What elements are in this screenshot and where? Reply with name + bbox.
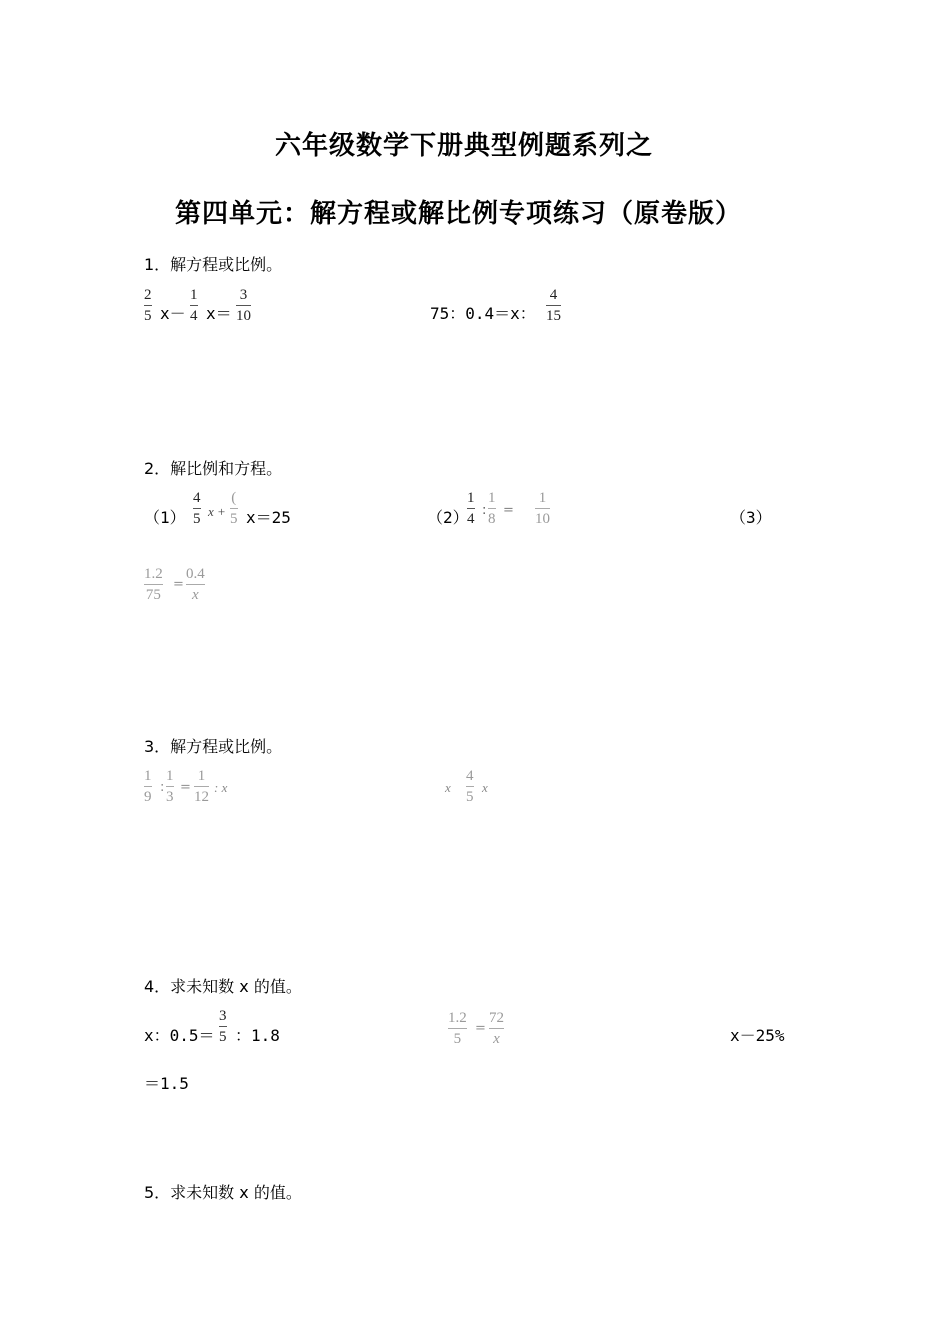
denominator: 3 xyxy=(166,789,174,805)
equals-sign: = xyxy=(173,577,184,592)
denominator: 12 xyxy=(194,789,209,805)
denominator: 5 xyxy=(466,789,474,805)
denominator: 10 xyxy=(236,308,251,324)
denominator: x xyxy=(192,587,199,603)
fraction xyxy=(230,489,238,528)
numerator: 1 xyxy=(467,490,475,506)
fraction xyxy=(190,286,198,325)
equation-text: 75：0.4＝x： xyxy=(430,304,536,323)
numerator: 1 xyxy=(538,490,547,506)
part-label: （3） xyxy=(730,508,772,527)
ratio-sign: : xyxy=(160,780,165,795)
equation-text: : x xyxy=(214,780,228,795)
numerator: 72 xyxy=(489,1010,504,1026)
denominator: 5 xyxy=(453,1031,462,1047)
numerator: 2 xyxy=(144,287,152,303)
equals-sign: = xyxy=(503,503,514,518)
denominator: 4 xyxy=(467,511,475,527)
denominator: 5 xyxy=(144,308,152,324)
equation-text: x－ xyxy=(160,304,186,323)
denominator: 5 xyxy=(230,511,238,527)
q2-heading: 2．解比例和方程。 xyxy=(144,459,283,478)
denominator: 5 xyxy=(219,1029,227,1045)
equation-text: x＝25 xyxy=(246,508,291,527)
numerator: 1 xyxy=(144,768,152,784)
fraction xyxy=(535,489,550,528)
q1-heading: 1．解方程或比例。 xyxy=(144,255,283,274)
part-label: （1） xyxy=(144,508,186,527)
numerator: 3 xyxy=(239,287,248,303)
equation-text: x + xyxy=(208,504,226,519)
variable: x xyxy=(482,780,488,795)
fraction xyxy=(193,489,201,528)
denominator: 4 xyxy=(190,308,198,324)
numerator: 1 xyxy=(488,490,496,506)
equation-text: x＝ xyxy=(206,304,232,323)
equation-text: ＝1.5 xyxy=(144,1074,189,1093)
fraction xyxy=(219,1007,227,1046)
part-label: （2） xyxy=(427,508,469,527)
fraction xyxy=(546,286,561,325)
numerator: 1 xyxy=(190,287,198,303)
numerator: 4 xyxy=(549,287,558,303)
title-line2: 第四单元：解方程或解比例专项练习（原卷版） xyxy=(175,199,743,229)
fraction xyxy=(166,767,174,806)
q3-heading: 3．解方程或比例。 xyxy=(144,737,283,756)
fraction xyxy=(489,1009,504,1048)
numerator: 1 xyxy=(166,768,174,784)
equation-text: ：1.8 xyxy=(235,1026,280,1045)
denominator: 9 xyxy=(144,789,152,805)
equation-text: x：0.5＝ xyxy=(144,1026,215,1045)
numerator: ( xyxy=(231,490,237,506)
denominator: 75 xyxy=(145,587,161,603)
fraction xyxy=(467,489,475,528)
numerator: 1 xyxy=(197,768,206,784)
denominator: 8 xyxy=(488,511,496,527)
equals-sign: = xyxy=(475,1021,486,1036)
title-line1: 六年级数学下册典型例题系列之 xyxy=(275,131,654,161)
fraction xyxy=(194,767,209,806)
denominator: 5 xyxy=(193,511,201,527)
fraction xyxy=(144,767,152,806)
fraction xyxy=(466,767,474,806)
numerator: 4 xyxy=(466,768,474,784)
denominator: 15 xyxy=(546,308,561,324)
numerator: 1.2 xyxy=(144,566,163,582)
q5-heading: 5．求未知数 x 的值。 xyxy=(144,1183,302,1202)
fraction xyxy=(144,286,152,325)
numerator: 3 xyxy=(219,1008,227,1024)
q4-heading: 4．求未知数 x 的值。 xyxy=(144,977,302,996)
ratio-sign: : xyxy=(482,503,487,518)
fraction xyxy=(448,1009,467,1048)
numerator: 0.4 xyxy=(186,566,205,582)
numerator: 1.2 xyxy=(448,1010,467,1026)
fraction xyxy=(236,286,251,325)
fraction xyxy=(488,489,496,528)
denominator: x xyxy=(493,1031,500,1047)
equation-text: x－25% xyxy=(730,1026,785,1045)
variable: x xyxy=(445,780,451,795)
denominator: 10 xyxy=(535,511,550,527)
numerator: 4 xyxy=(193,490,201,506)
fraction xyxy=(186,565,205,604)
fraction xyxy=(144,565,163,604)
equals-sign: = xyxy=(180,780,191,795)
